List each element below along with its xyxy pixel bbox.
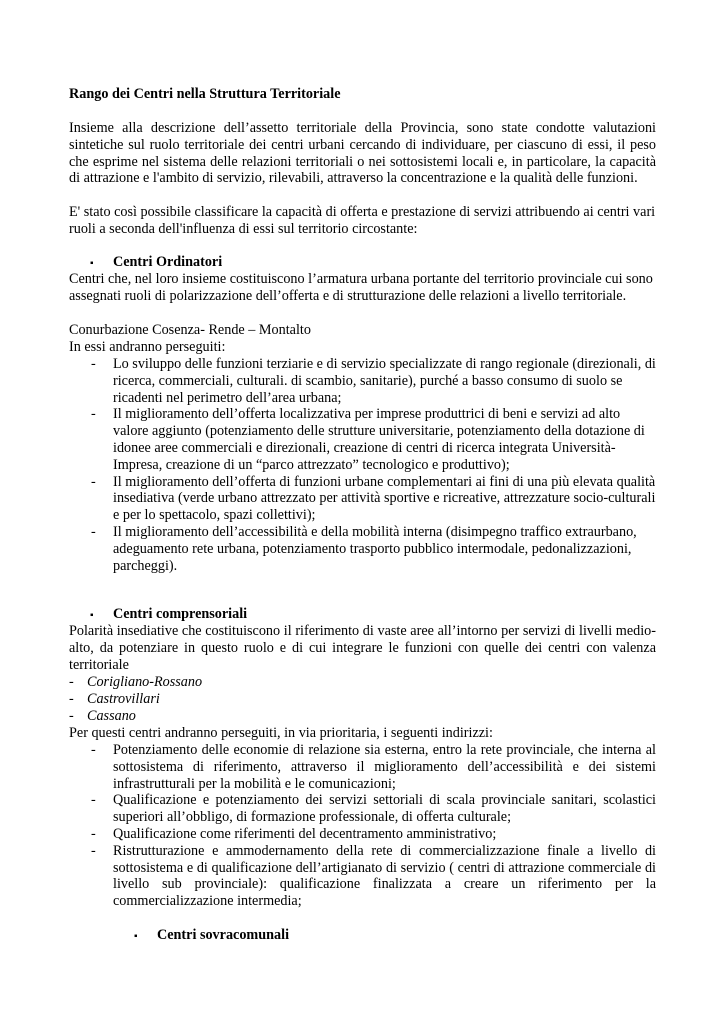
list-item: - Corigliano-Rossano — [69, 674, 202, 691]
list-item: - Il miglioramento dell’offerta localizzativa per imprese produttrici di beni e servizi ad alto valore aggiunto (potenziamento delle strutture universitarie, potenziamento della dotazione di idonee aree commerciali e direzionali, creazione di centri di ricerca integrata Università-Impresa, creazione di un “parco attrezzato” tecnologico e produttivo); — [69, 406, 656, 473]
list-item: - Cassano — [69, 708, 202, 725]
list-item: - Qualificazione e potenziamento dei servizi settoriali di scala provinciale sanitari, scolastici superiori all’obbligo, di formazione professionale, di offerta culturale; — [69, 792, 656, 826]
list-item: - Potenziamento delle economie di relazione sia esterna, entro la rete provinciale, che interna al sottosistema di riferimento, attraverso il miglioramento dell’accessibilità e dei sistemi infrastrutturali per la mobilità e le comunicazioni; — [69, 742, 656, 792]
document-title: Rango dei Centri nella Struttura Territoriale — [69, 86, 341, 102]
square-bullet-icon: ▪ — [134, 931, 138, 942]
list-item: - Il miglioramento dell’offerta di funzioni urbane complementari ai fini di una più elevata qualità insediativa (verde urbano attrezzato per attività sportive e ricreative, attrezzature socio-culturali e per lo spettacolo, spazi collettivi); — [69, 474, 656, 524]
list-item: - Lo sviluppo delle funzioni terziarie e di servizio specializzate di rango regionale (direzionali, di ricerca, commerciali, culturali. di scambio, sanitarie), purché a basso consumo di suolo se ricadenti nel perimetro dell’area urbana; — [69, 356, 656, 406]
section-heading-ordinatori: Centri Ordinatori — [113, 254, 223, 270]
list-item: - Qualificazione come riferimenti del decentramento amministrativo; — [69, 826, 656, 843]
comprensoriali-towns — [69, 674, 202, 724]
comprensoriali-list — [69, 742, 656, 910]
ordinatori-intro: In essi andranno perseguiti: — [69, 339, 226, 355]
intro-paragraph-2: E' stato così possibile classificare la capacità di offerta e prestazione di servizi attribuendo ai centri vari ruoli a seconda dell'influenza di essi sul territorio circostante: — [69, 204, 656, 237]
section-heading-sovracomunali: Centri sovracomunali — [157, 927, 290, 943]
list-item: - Castrovillari — [69, 691, 202, 708]
intro-paragraph-1: Insieme alla descrizione dell’assetto territoriale della Provincia, sono state condotte valutazioni sintetiche sul ruolo territoriale dei centri urbani cercando di individuare, per ciascuno di essi, il peso che esprime nel sistema delle relazioni territoriali o nei sottosistemi locali e, in particolare, la capacità di attrazione e l'ambito di servizio, rilevabili, attraverso la concentrazione e la qualità delle funzioni. — [69, 120, 656, 187]
ordinatori-list — [69, 356, 656, 574]
section-heading-comprensoriali: Centri comprensoriali — [113, 606, 248, 622]
list-item: - Ristrutturazione e ammodernamento della rete di commercializzazione finale a livello di sottosistema e di qualificazione dell’artigianato di servizio ( centri di attrazione commerciale di livello sub provinciale): qualificazione finalizzata a creare un riferimento per la commercializzazione intermedia; — [69, 843, 656, 910]
ordinatori-description: Centri che, nel loro insieme costituiscono l’armatura urbana portante del territorio provinciale cui sono assegnati ruoli di polarizzazione dell’offerta e di strutturazione delle relazioni a livello territoriale. — [69, 271, 653, 304]
comprensoriali-description: Polarità insediative che costituiscono il riferimento di vaste aree all’intorno per servizi di livelli medio-alto, da potenziare in questo ruolo e di cui integrare le funzioni con quelle dei centri con valenza territoriale — [69, 623, 656, 673]
square-bullet-icon: ▪ — [90, 610, 94, 621]
comprensoriali-intro: Per questi centri andranno perseguiti, in via prioritaria, i seguenti indirizzi: — [69, 725, 493, 741]
ordinatori-conurbation: Conurbazione Cosenza- Rende – Montalto — [69, 322, 311, 338]
square-bullet-icon: ▪ — [90, 258, 94, 269]
list-item: - Il miglioramento dell’accessibilità e della mobilità interna (disimpegno traffico extraurbano, adeguamento rete urbana, potenziamento trasporto pubblico intermodale, pedonalizzazioni, parcheggi). — [69, 524, 656, 574]
